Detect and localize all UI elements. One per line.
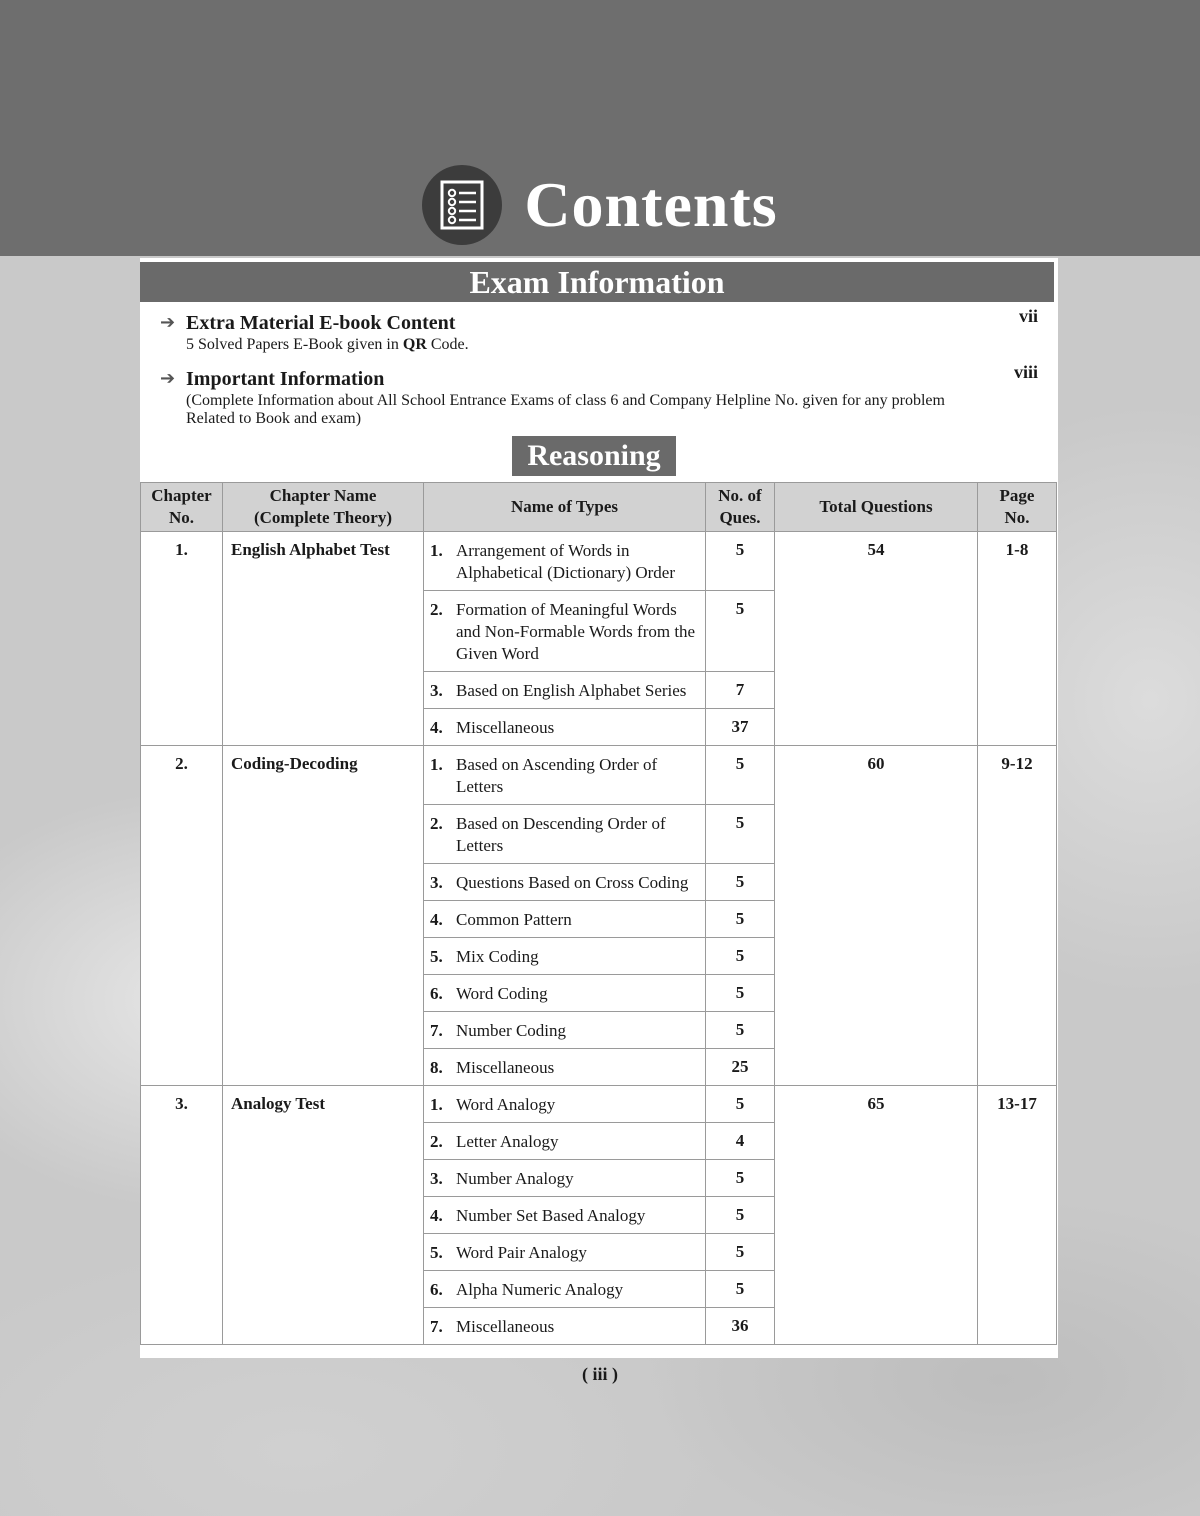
- chapter-name: English Alphabet Test: [223, 532, 424, 746]
- page-range[interactable]: 9-12: [978, 746, 1057, 1086]
- type-number: 1.: [430, 541, 443, 560]
- type-number: 3.: [430, 1169, 443, 1188]
- type-label: Word Analogy: [456, 1095, 556, 1114]
- type-number: 5.: [430, 947, 443, 966]
- col-chapter-no: Chapter No.: [141, 483, 223, 532]
- page-title-block: [0, 160, 1200, 250]
- type-cell: [424, 591, 706, 672]
- entry-description: 5 Solved Papers E-Book given in QR Code.: [186, 336, 469, 353]
- type-number: 4.: [430, 718, 443, 737]
- type-number: 4.: [430, 910, 443, 929]
- chapter-name: Analogy Test: [223, 1086, 424, 1345]
- type-number: 2.: [430, 814, 443, 833]
- col-total-questions: Total Questions: [775, 483, 978, 532]
- type-cell: [424, 532, 706, 591]
- entry-page: viii: [1013, 362, 1038, 382]
- question-count: 4: [706, 1123, 775, 1160]
- question-count: 5: [706, 1271, 775, 1308]
- type-label: Formation of Meaningful Words and Non-Formable Words from the Given Word: [456, 600, 696, 663]
- type-number: 7.: [430, 1021, 443, 1040]
- total-questions: 54: [775, 532, 978, 746]
- reasoning-table: [140, 482, 1057, 1345]
- type-cell: [424, 746, 706, 805]
- type-number: 2.: [430, 600, 443, 619]
- contents-list-icon: [422, 165, 502, 245]
- question-count: 25: [706, 1049, 775, 1086]
- page-range[interactable]: 1-8: [978, 532, 1057, 746]
- type-label: Number Coding: [456, 1021, 567, 1040]
- page-range[interactable]: 13-17: [978, 1086, 1057, 1345]
- type-label: Based on English Alphabet Series: [456, 681, 687, 700]
- question-count: 5: [706, 864, 775, 901]
- type-cell: [424, 864, 706, 901]
- type-label: Based on Descending Order of Letters: [456, 814, 666, 855]
- chapter-number: 2.: [141, 746, 223, 1086]
- type-number: 3.: [430, 681, 443, 700]
- question-count: 5: [706, 1197, 775, 1234]
- type-label: Based on Ascending Order of Letters: [456, 755, 658, 796]
- type-label: Word Pair Analogy: [456, 1243, 587, 1262]
- type-number: 6.: [430, 1280, 443, 1299]
- question-count: 36: [706, 1308, 775, 1345]
- type-label: Miscellaneous: [456, 718, 555, 737]
- arrow-right-icon: ➔: [160, 312, 176, 333]
- col-name-of-types: Name of Types: [424, 483, 706, 532]
- type-number: 4.: [430, 1206, 443, 1225]
- type-cell: [424, 1271, 706, 1308]
- entry-page: vii: [1018, 306, 1038, 326]
- col-no-of-ques: No. of Ques.: [706, 483, 775, 532]
- question-count: 5: [706, 1086, 775, 1123]
- type-cell: [424, 1234, 706, 1271]
- type-cell: [424, 901, 706, 938]
- page-number: ( iii ): [582, 1364, 618, 1384]
- question-count: 5: [706, 591, 775, 672]
- chapter-name: Coding-Decoding: [223, 746, 424, 1086]
- reasoning-heading: Reasoning: [512, 436, 676, 476]
- type-label: Miscellaneous: [456, 1317, 555, 1336]
- question-count: 5: [706, 1160, 775, 1197]
- type-cell: [424, 1160, 706, 1197]
- type-label: Miscellaneous: [456, 1058, 555, 1077]
- type-label: Letter Analogy: [456, 1132, 559, 1151]
- type-number: 2.: [430, 1132, 443, 1151]
- question-count: 5: [706, 746, 775, 805]
- type-number: 6.: [430, 984, 443, 1003]
- chapter-number: 1.: [141, 532, 223, 746]
- page-title: Contents: [524, 169, 778, 240]
- type-cell: [424, 1049, 706, 1086]
- exam-information-heading: Exam Information: [140, 262, 1054, 302]
- type-label: Number Analogy: [456, 1169, 574, 1188]
- type-number: 7.: [430, 1317, 443, 1336]
- question-count: 5: [706, 975, 775, 1012]
- type-number: 1.: [430, 1095, 443, 1114]
- type-label: Word Coding: [456, 984, 548, 1003]
- question-count: 5: [706, 532, 775, 591]
- type-number: 1.: [430, 755, 443, 774]
- entry-title: Important Information: [186, 368, 385, 390]
- type-label: Number Set Based Analogy: [456, 1206, 646, 1225]
- type-label: Questions Based on Cross Coding: [456, 873, 689, 892]
- type-cell: [424, 1012, 706, 1049]
- type-cell: [424, 1308, 706, 1345]
- entry-description: (Complete Information about All School Entrance Exams of class 6 and Company Helpline No. given for any problem Related to Book and exam): [186, 392, 945, 427]
- total-questions: 65: [775, 1086, 978, 1345]
- type-label: Common Pattern: [456, 910, 572, 929]
- type-label: Alpha Numeric Analogy: [456, 1280, 624, 1299]
- question-count: 7: [706, 672, 775, 709]
- question-count: 5: [706, 805, 775, 864]
- entry-title: Extra Material E-book Content: [186, 312, 456, 334]
- type-cell: [424, 709, 706, 746]
- table-header-row: [141, 483, 1057, 532]
- table-row: [141, 1086, 1057, 1123]
- question-count: 5: [706, 1012, 775, 1049]
- table-row: [141, 532, 1057, 591]
- contents-panel: [140, 258, 1058, 1358]
- arrow-right-icon: ➔: [160, 368, 176, 389]
- type-label: Mix Coding: [456, 947, 539, 966]
- type-cell: [424, 672, 706, 709]
- question-count: 5: [706, 901, 775, 938]
- chapter-number: 3.: [141, 1086, 223, 1345]
- total-questions: 60: [775, 746, 978, 1086]
- question-count: 37: [706, 709, 775, 746]
- type-cell: [424, 938, 706, 975]
- type-number: 3.: [430, 873, 443, 892]
- question-count: 5: [706, 938, 775, 975]
- table-row: [141, 746, 1057, 805]
- col-page-no: Page No.: [978, 483, 1057, 532]
- type-number: 5.: [430, 1243, 443, 1262]
- type-cell: [424, 1197, 706, 1234]
- type-cell: [424, 975, 706, 1012]
- type-number: 8.: [430, 1058, 443, 1077]
- col-chapter-name: Chapter Name (Complete Theory): [223, 483, 424, 532]
- type-cell: [424, 1086, 706, 1123]
- question-count: 5: [706, 1234, 775, 1271]
- type-label: Arrangement of Words in Alphabetical (Dictionary) Order: [456, 541, 676, 582]
- type-cell: [424, 1123, 706, 1160]
- type-cell: [424, 805, 706, 864]
